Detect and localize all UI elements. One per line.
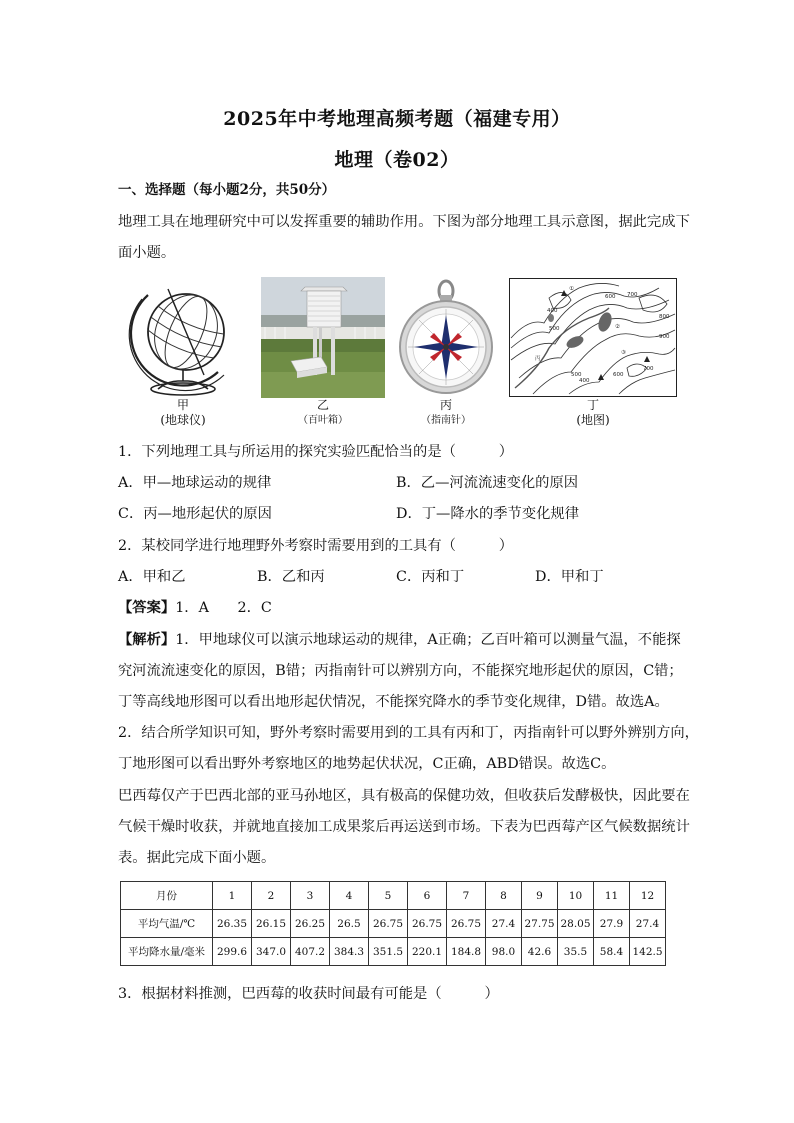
- figure-jia-label-wrap: [118, 398, 248, 428]
- answer-label: 【答案】: [118, 600, 176, 616]
- compass-figure: [394, 277, 498, 398]
- compass-icon: [394, 277, 498, 398]
- table-rain-cell: 384.3: [330, 938, 369, 966]
- figure-yi-label-wrap: [258, 398, 388, 428]
- table-temp-cell: 26.5: [330, 910, 369, 938]
- table-temp-cell: 28.05: [558, 910, 594, 938]
- figure-ding-label: 丁: [586, 398, 599, 412]
- table-rain-cell: 98.0: [486, 938, 522, 966]
- table-month: 5: [369, 882, 408, 910]
- intro1-line1: 地理工具在地理研究中可以发挥重要的辅助作用。下图为部分地理工具示意图，据此完成下: [118, 214, 690, 230]
- table-month: 9: [522, 882, 558, 910]
- table-row-temp: [121, 910, 666, 938]
- q1-stem: 1．下列地理工具与所运用的探究实验匹配恰当的是（ ）: [118, 444, 514, 460]
- table-temp-label: 平均气温/℃: [121, 910, 213, 938]
- map-region-bing: 丙: [535, 356, 541, 362]
- table-month: 11: [594, 882, 630, 910]
- figure-jia-caption: (地球仪): [160, 413, 206, 427]
- table-rain-cell: 407.2: [291, 938, 330, 966]
- table-temp-cell: 27.4: [486, 910, 522, 938]
- page-subtitle: 地理（卷02）: [334, 149, 460, 171]
- globe-icon: [118, 277, 248, 402]
- map-region-1: ①: [569, 286, 574, 292]
- table-month: 3: [291, 882, 330, 910]
- analysis-label: 【解析】: [118, 632, 176, 648]
- table-month: 12: [630, 882, 666, 910]
- map-contour-400-b: 400: [547, 308, 558, 314]
- map-contour-400-a: 400: [579, 378, 590, 384]
- table-month: 6: [408, 882, 447, 910]
- answer-line: [118, 598, 272, 618]
- figure-bing-caption: （指南针）: [421, 415, 471, 426]
- climate-table: [120, 881, 666, 966]
- q2-option-b[interactable]: B．乙和丙: [257, 569, 325, 585]
- table-temp-cell: 26.15: [252, 910, 291, 938]
- q3-stem: 3．根据材料推测，巴西莓的收获时间最有可能是（ ）: [118, 986, 499, 1002]
- map-contour-500-b: 500: [549, 326, 560, 332]
- q2-option-c[interactable]: C．丙和丁: [396, 569, 465, 585]
- intro2-line2: 气候干燥时收获，并就地直接加工成果浆后再运送到市场。下表为巴西莓产区气候数据统计: [118, 819, 690, 835]
- figure-ding-caption: (地图): [576, 413, 610, 427]
- table-rain-cell: 220.1: [408, 938, 447, 966]
- q2-option-d[interactable]: D．甲和丁: [535, 569, 604, 585]
- climate-table-wrap: [120, 881, 666, 966]
- analysis-line2: 究河流流速变化的原因，B错；丙指南针可以辨别方向，不能探究地形起伏的原因，C错；: [118, 663, 683, 679]
- map-region-3: ③: [621, 350, 626, 356]
- figure-yi-caption: （百叶箱）: [298, 415, 348, 426]
- table-header-label: 月份: [121, 882, 213, 910]
- table-rain-cell: 42.6: [522, 938, 558, 966]
- map-contour-500-a: 500: [571, 372, 582, 378]
- section-heading: 一、选择题（每小题2分，共50分）: [118, 182, 336, 198]
- q2-option-a[interactable]: A．甲和乙: [118, 569, 186, 585]
- table-temp-cell: 27.9: [594, 910, 630, 938]
- map-region-2: ②: [615, 324, 620, 330]
- analysis-line5: 丁地形图可以看出野外考察地区的地势起伏状况，C正确，ABD错误。故选C。: [118, 756, 616, 772]
- stevenson-screen-icon: [261, 277, 385, 398]
- globe-figure: [118, 277, 248, 402]
- analysis-line1: [118, 630, 681, 650]
- analysis-text1: 1．甲地球仪可以演示地球运动的规律，A正确；乙百叶箱可以测量气温，不能探: [175, 632, 681, 648]
- table-rain-cell: 351.5: [369, 938, 408, 966]
- table-temp-cell: 26.75: [369, 910, 408, 938]
- figure-bing-label: 丙: [439, 398, 452, 412]
- table-temp-cell: 26.75: [408, 910, 447, 938]
- q1-option-c[interactable]: C．丙—地形起伏的原因: [118, 506, 272, 522]
- table-temp-cell: 26.25: [291, 910, 330, 938]
- table-month: 10: [558, 882, 594, 910]
- map-contour-800: 800: [659, 314, 670, 320]
- map-contour-600-b: 600: [605, 294, 616, 300]
- q2-stem: 2．某校同学进行地理野外考察时需要用到的工具有（ ）: [118, 538, 514, 554]
- table-rain-cell: 299.6: [213, 938, 252, 966]
- page-title: 2025年中考地理高频考题（福建专用）: [223, 108, 571, 130]
- table-temp-cell: 26.75: [447, 910, 486, 938]
- table-temp-cell: 27.4: [630, 910, 666, 938]
- table-rain-cell: 58.4: [594, 938, 630, 966]
- figure-bing-label-wrap: [381, 398, 511, 428]
- intro1-line2: 面小题。: [118, 245, 176, 261]
- table-month: 8: [486, 882, 522, 910]
- figure-ding-label-wrap: [528, 398, 658, 428]
- table-rain-cell: 35.5: [558, 938, 594, 966]
- q1-option-b[interactable]: B．乙—河流流速变化的原因: [396, 475, 579, 491]
- table-temp-cell: 26.35: [213, 910, 252, 938]
- figure-yi-label: 乙: [316, 398, 329, 412]
- contour-map-figure: [509, 278, 677, 397]
- analysis-line4: 2．结合所学知识可知，野外考察时需要用到的工具有丙和丁，丙指南针可以野外辨别方向，: [118, 725, 699, 741]
- stevenson-screen-figure: [261, 277, 385, 398]
- map-contour-700-a: 700: [643, 366, 654, 372]
- q1-option-d[interactable]: D．丁—降水的季节变化规律: [396, 506, 580, 522]
- contour-map-icon: [509, 278, 677, 397]
- table-rain-cell: 347.0: [252, 938, 291, 966]
- table-month: 7: [447, 882, 486, 910]
- map-contour-600-a: 600: [613, 372, 624, 378]
- table-temp-cell: 27.75: [522, 910, 558, 938]
- analysis-line3: 丁等高线地形图可以看出地形起伏情况，不能探究降水的季节变化规律，D错。故选A。: [118, 694, 669, 710]
- table-rain-label: 平均降水量/毫米: [121, 938, 213, 966]
- answer-text: 1．A 2．C: [175, 600, 272, 616]
- figure-jia-label: 甲: [176, 398, 189, 412]
- table-row-header: [121, 882, 666, 910]
- q1-option-a[interactable]: A．甲—地球运动的规律: [118, 475, 272, 491]
- table-month: 4: [330, 882, 369, 910]
- intro2-line1: 巴西莓仅产于巴西北部的亚马孙地区，具有极高的保健功效，但收获后发酵极快，因此要在: [118, 788, 690, 804]
- table-row-rain: [121, 938, 666, 966]
- table-rain-cell: 184.8: [447, 938, 486, 966]
- table-month: 2: [252, 882, 291, 910]
- table-month: 1: [213, 882, 252, 910]
- table-rain-cell: 142.5: [630, 938, 666, 966]
- map-contour-700-b: 700: [627, 292, 638, 298]
- intro2-line3: 表。据此完成下面小题。: [118, 850, 276, 866]
- map-contour-900: 900: [659, 334, 670, 340]
